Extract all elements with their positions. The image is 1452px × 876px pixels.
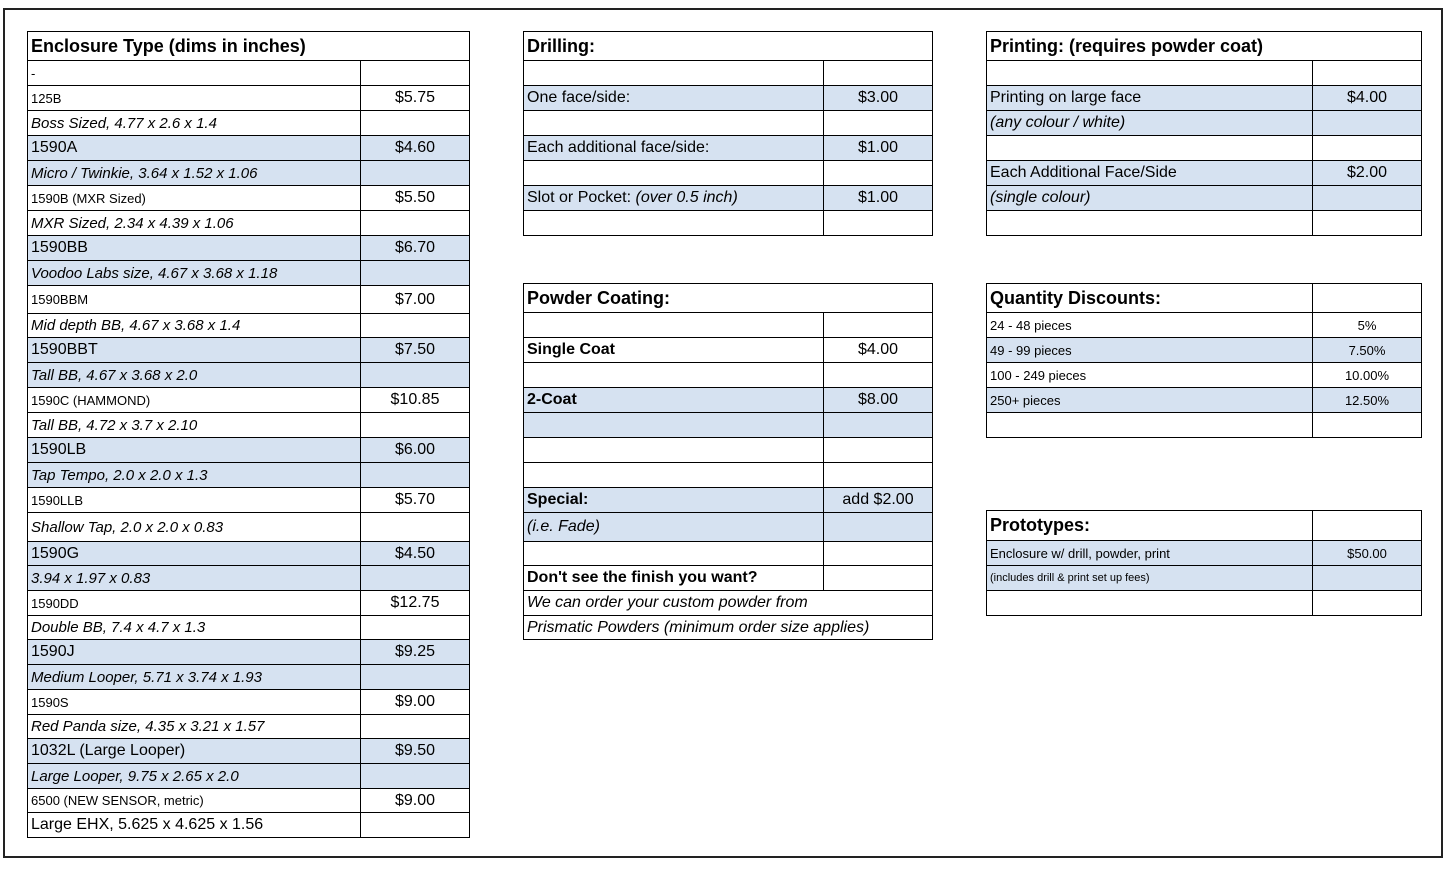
table-row — [28, 261, 470, 286]
table-row — [28, 161, 470, 186]
prototype-price — [1313, 566, 1422, 591]
printing-price — [1313, 61, 1422, 86]
enclosure-name: 6500 (NEW SENSOR, metric) — [28, 789, 361, 813]
discounts-title: Quantity Discounts: — [987, 284, 1313, 313]
enclosure-price — [361, 111, 470, 136]
printing-label — [987, 61, 1313, 86]
table-row — [28, 488, 470, 513]
powder-label — [524, 438, 824, 463]
powder-label — [524, 542, 824, 566]
table-row — [987, 61, 1422, 86]
table-row — [524, 186, 933, 211]
powder-price — [824, 513, 933, 542]
drilling-price: $1.00 — [824, 136, 933, 161]
table-row — [28, 413, 470, 438]
enclosure-name: 1590BBM — [28, 286, 361, 314]
drilling-title-row — [524, 32, 933, 61]
powder-coating-table — [523, 283, 933, 640]
quantity-discounts-table — [986, 283, 1422, 438]
enclosure-desc: Tall BB, 4.72 x 3.7 x 2.10 — [28, 413, 361, 438]
table-row — [28, 542, 470, 566]
table-row — [524, 413, 933, 438]
enclosure-name: 1590J — [28, 640, 361, 665]
table-row — [524, 211, 933, 236]
table-row — [987, 388, 1422, 413]
drilling-label — [524, 86, 824, 111]
drilling-price — [824, 211, 933, 236]
enclosure-price: $9.25 — [361, 640, 470, 665]
enclosure-price — [361, 616, 470, 640]
enclosure-desc: Double BB, 7.4 x 4.7 x 1.3 — [28, 616, 361, 640]
printing-label — [987, 211, 1313, 236]
enclosure-price — [361, 764, 470, 789]
enclosure-title-row — [28, 32, 470, 61]
discount-value: 5% — [1313, 313, 1422, 338]
enclosure-price — [361, 813, 470, 838]
enclosure-price: $12.75 — [361, 591, 470, 616]
table-row — [987, 541, 1422, 566]
table-row — [28, 363, 470, 388]
table-row — [28, 665, 470, 690]
enclosure-price — [361, 665, 470, 690]
table-row — [28, 715, 470, 739]
enclosure-price — [361, 715, 470, 739]
discounts-title-blank — [1313, 284, 1422, 313]
enclosure-name: 1590C (HAMMOND) — [28, 388, 361, 413]
enclosure-desc: 3.94 x 1.97 x 0.83 — [28, 566, 361, 591]
printing-price — [1313, 186, 1422, 211]
enclosure-price: $5.50 — [361, 186, 470, 211]
enclosure-desc: Micro / Twinkie, 3.64 x 1.52 x 1.06 — [28, 161, 361, 186]
table-row — [524, 542, 933, 566]
powder-title-row — [524, 284, 933, 313]
enclosure-desc: Shallow Tap, 2.0 x 2.0 x 0.83 — [28, 513, 361, 542]
enclosure-price: $5.70 — [361, 488, 470, 513]
table-row — [987, 186, 1422, 211]
table-row — [524, 111, 933, 136]
enclosure-price — [361, 61, 470, 86]
table-row — [524, 388, 933, 413]
enclosure-desc: Tap Tempo, 2.0 x 2.0 x 1.3 — [28, 463, 361, 488]
discount-label: 100 - 249 pieces — [987, 363, 1313, 388]
printing-label: (any colour / white) — [987, 111, 1313, 136]
powder-label — [524, 363, 824, 388]
drilling-label-text: Slot or Pocket: — [527, 189, 636, 206]
discount-value: 7.50% — [1313, 338, 1422, 363]
table-row — [28, 566, 470, 591]
enclosure-price — [361, 314, 470, 338]
enclosure-price: $7.50 — [361, 338, 470, 363]
powder-label — [524, 413, 824, 438]
prototype-label: (includes drill & print set up fees) — [987, 566, 1313, 591]
table-row — [28, 513, 470, 542]
discount-label — [987, 413, 1313, 438]
enclosure-price: $9.00 — [361, 690, 470, 715]
enclosure-title: Enclosure Type (dims in inches) — [28, 32, 470, 61]
table-row — [524, 136, 933, 161]
discount-value: 12.50% — [1313, 388, 1422, 413]
printing-price: $2.00 — [1313, 161, 1422, 186]
table-row — [987, 111, 1422, 136]
enclosure-price — [361, 566, 470, 591]
printing-price — [1313, 211, 1422, 236]
prototypes-table — [986, 510, 1422, 616]
prototypes-title-blank — [1313, 511, 1422, 541]
table-row — [28, 616, 470, 640]
enclosure-price — [361, 261, 470, 286]
discount-value — [1313, 413, 1422, 438]
enclosure-price — [361, 211, 470, 236]
drilling-label — [524, 161, 824, 186]
table-row — [524, 61, 933, 86]
printing-price — [1313, 111, 1422, 136]
drilling-table — [523, 31, 933, 236]
table-row — [28, 61, 470, 86]
table-row — [28, 438, 470, 463]
discounts-title-row — [987, 284, 1422, 313]
table-row — [28, 388, 470, 413]
enclosure-price — [361, 161, 470, 186]
table-row — [524, 488, 933, 513]
enclosure-name: 1590BBT — [28, 338, 361, 363]
enclosure-price: $10.85 — [361, 388, 470, 413]
printing-label — [987, 136, 1313, 161]
drilling-price — [824, 61, 933, 86]
drilling-label — [524, 61, 824, 86]
table-row — [987, 363, 1422, 388]
table-row — [524, 591, 933, 616]
enclosure-price: $4.50 — [361, 542, 470, 566]
table-row — [987, 161, 1422, 186]
drilling-price: $3.00 — [824, 86, 933, 111]
enclosure-desc: Boss Sized, 4.77 x 2.6 x 1.4 — [28, 111, 361, 136]
enclosure-desc: Large EHX, 5.625 x 4.625 x 1.56 — [28, 813, 361, 838]
enclosure-price: $7.00 — [361, 286, 470, 314]
drilling-price — [824, 111, 933, 136]
powder-price — [824, 542, 933, 566]
enclosure-price — [361, 413, 470, 438]
powder-price — [824, 566, 933, 591]
enclosure-table — [27, 31, 470, 838]
enclosure-name: - — [28, 61, 361, 86]
enclosure-desc: Voodoo Labs size, 4.67 x 3.68 x 1.18 — [28, 261, 361, 286]
table-row — [987, 338, 1422, 363]
table-row — [28, 136, 470, 161]
prototype-label: Enclosure w/ drill, powder, print — [987, 541, 1313, 566]
enclosure-price: $6.00 — [361, 438, 470, 463]
discount-label: 250+ pieces — [987, 388, 1313, 413]
table-row — [28, 789, 470, 813]
table-row — [28, 236, 470, 261]
table-row — [987, 86, 1422, 111]
powder-label — [524, 463, 824, 488]
powder-title: Powder Coating: — [524, 284, 933, 313]
powder-price: $8.00 — [824, 388, 933, 413]
powder-price — [824, 363, 933, 388]
powder-price — [824, 438, 933, 463]
table-row — [28, 286, 470, 314]
powder-price — [824, 413, 933, 438]
enclosure-price: $5.75 — [361, 86, 470, 111]
enclosure-price: $9.00 — [361, 789, 470, 813]
table-row — [524, 338, 933, 363]
enclosure-name: 1590B (MXR Sized) — [28, 186, 361, 211]
powder-price: add $2.00 — [824, 488, 933, 513]
discount-label: 49 - 99 pieces — [987, 338, 1313, 363]
table-row — [28, 463, 470, 488]
table-row — [28, 640, 470, 665]
powder-label: Single Coat — [524, 338, 824, 363]
drilling-price — [824, 161, 933, 186]
enclosure-price — [361, 363, 470, 388]
enclosure-price: $6.70 — [361, 236, 470, 261]
printing-price: $4.00 — [1313, 86, 1422, 111]
powder-price: $4.00 — [824, 338, 933, 363]
enclosure-name: 1590BB — [28, 236, 361, 261]
powder-label: 2-Coat — [524, 388, 824, 413]
prototypes-title: Prototypes: — [987, 511, 1313, 541]
table-row — [28, 813, 470, 838]
table-row — [524, 86, 933, 111]
table-row — [28, 186, 470, 211]
table-row — [524, 513, 933, 542]
prototype-price: $50.00 — [1313, 541, 1422, 566]
drilling-label-text: Each additional face/side: — [527, 139, 710, 156]
powder-price — [824, 313, 933, 338]
table-row — [524, 463, 933, 488]
table-row — [28, 739, 470, 764]
table-row — [524, 313, 933, 338]
powder-label: Don't see the finish you want? — [524, 566, 824, 591]
enclosure-name: 1032L (Large Looper) — [28, 739, 361, 764]
printing-label: Each Additional Face/Side — [987, 161, 1313, 186]
enclosure-name: 1590G — [28, 542, 361, 566]
drilling-label-text: One face/side: — [527, 89, 631, 106]
enclosure-name: 1590LB — [28, 438, 361, 463]
enclosure-name: 125B — [28, 86, 361, 111]
table-row — [28, 338, 470, 363]
enclosure-desc: Tall BB, 4.67 x 3.68 x 2.0 — [28, 363, 361, 388]
printing-price — [1313, 136, 1422, 161]
table-row — [987, 591, 1422, 616]
printing-label: Printing on large face — [987, 86, 1313, 111]
prototype-label — [987, 591, 1313, 616]
discount-label: 24 - 48 pieces — [987, 313, 1313, 338]
powder-custom-line-1: We can order your custom powder from — [524, 591, 933, 616]
table-row — [524, 161, 933, 186]
enclosure-price — [361, 463, 470, 488]
prototype-price — [1313, 591, 1422, 616]
powder-label: Special: — [524, 488, 824, 513]
printing-title: Printing: (requires powder coat) — [987, 32, 1422, 61]
table-row — [987, 136, 1422, 161]
printing-label: (single colour) — [987, 186, 1313, 211]
drilling-label — [524, 211, 824, 236]
table-row — [28, 591, 470, 616]
table-row — [524, 438, 933, 463]
table-row — [28, 86, 470, 111]
table-row — [987, 566, 1422, 591]
enclosure-desc: Large Looper, 9.75 x 2.65 x 2.0 — [28, 764, 361, 789]
drilling-label — [524, 186, 824, 211]
enclosure-name: 1590A — [28, 136, 361, 161]
enclosure-price: $9.50 — [361, 739, 470, 764]
prototypes-title-row — [987, 511, 1422, 541]
drilling-note: (over 0.5 inch) — [635, 189, 738, 206]
enclosure-desc: MXR Sized, 2.34 x 4.39 x 1.06 — [28, 211, 361, 236]
table-row — [524, 566, 933, 591]
printing-title-row — [987, 32, 1422, 61]
enclosure-desc: Mid depth BB, 4.67 x 3.68 x 1.4 — [28, 314, 361, 338]
table-row — [987, 413, 1422, 438]
table-row — [28, 690, 470, 715]
table-row — [987, 313, 1422, 338]
table-row — [28, 314, 470, 338]
printing-table — [986, 31, 1422, 236]
enclosure-name: 1590LLB — [28, 488, 361, 513]
enclosure-name: 1590DD — [28, 591, 361, 616]
table-row — [28, 211, 470, 236]
drilling-price: $1.00 — [824, 186, 933, 211]
powder-label: (i.e. Fade) — [524, 513, 824, 542]
enclosure-price: $4.60 — [361, 136, 470, 161]
discount-value: 10.00% — [1313, 363, 1422, 388]
drilling-title: Drilling: — [524, 32, 933, 61]
table-row — [987, 211, 1422, 236]
drilling-label — [524, 136, 824, 161]
enclosure-price — [361, 513, 470, 542]
table-row — [28, 764, 470, 789]
enclosure-desc: Red Panda size, 4.35 x 3.21 x 1.57 — [28, 715, 361, 739]
powder-label — [524, 313, 824, 338]
enclosure-desc: Medium Looper, 5.71 x 3.74 x 1.93 — [28, 665, 361, 690]
table-row — [524, 363, 933, 388]
powder-custom-line-2: Prismatic Powders (minimum order size applies) — [524, 616, 933, 640]
powder-price — [824, 463, 933, 488]
enclosure-name: 1590S — [28, 690, 361, 715]
table-row — [28, 111, 470, 136]
table-row — [524, 616, 933, 640]
drilling-label — [524, 111, 824, 136]
